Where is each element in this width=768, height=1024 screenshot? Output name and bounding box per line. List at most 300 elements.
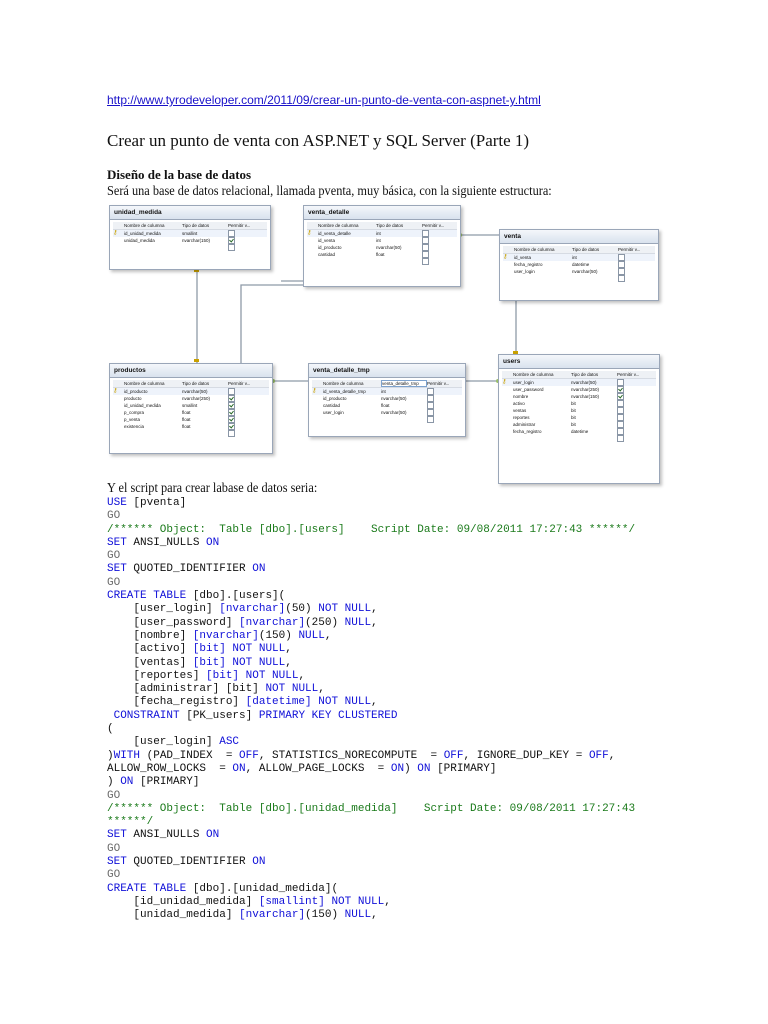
allow-nulls-checkbox[interactable] <box>228 416 235 423</box>
code-line <box>107 617 378 629</box>
column-name: id_producto <box>124 389 148 394</box>
table-row[interactable] <box>502 407 656 414</box>
table-rows <box>503 254 655 282</box>
column-name: id_venta_detalle <box>318 231 351 236</box>
code-text: , <box>608 749 616 762</box>
code-text: [administrar] [bit] <box>107 683 266 696</box>
code-line <box>107 736 239 748</box>
header-null: Permitir v... <box>228 381 251 386</box>
column-name: fecha_registro <box>513 429 542 434</box>
table-rows <box>307 230 457 265</box>
allow-nulls-cell <box>422 244 446 251</box>
allow-nulls-checkbox[interactable] <box>618 254 625 261</box>
table-row[interactable] <box>502 379 656 386</box>
row-marker <box>312 402 323 409</box>
empty-row[interactable] <box>502 435 656 442</box>
header-null: Permitir v... <box>618 247 641 252</box>
table-row[interactable] <box>307 230 457 237</box>
code-text: [user_login] <box>107 736 220 749</box>
primary-key-icon: ⚷ <box>113 230 118 236</box>
row-marker <box>307 244 318 251</box>
code-text: QUOTED_IDENTIFIER <box>133 563 253 576</box>
code-text: ) <box>107 776 121 789</box>
table-row[interactable] <box>503 254 655 261</box>
column-name: id_unidad_medida <box>124 403 161 408</box>
allow-nulls-checkbox[interactable] <box>228 395 235 402</box>
code-line <box>107 537 219 549</box>
column-header-row <box>503 246 655 254</box>
allow-nulls-cell <box>617 400 641 407</box>
allow-nulls-checkbox[interactable] <box>422 230 429 237</box>
column-name: user_login <box>514 269 535 274</box>
table-venta-detalle-tmp[interactable] <box>308 363 466 437</box>
column-type: nvarchar(150) <box>182 238 211 243</box>
allow-nulls-checkbox[interactable] <box>228 230 235 237</box>
code-keyword: ON <box>120 776 141 789</box>
row-marker <box>113 237 124 244</box>
code-keyword: CREATE TABLE <box>107 882 193 895</box>
table-row[interactable] <box>502 386 656 393</box>
header-name: Nombre de columna <box>514 247 555 252</box>
allow-nulls-checkbox[interactable] <box>617 386 624 393</box>
column-name: p_compra <box>124 410 145 415</box>
code-text: , <box>285 656 292 669</box>
allow-nulls-checkbox[interactable] <box>228 244 235 251</box>
code-keyword: CREATE TABLE <box>107 590 193 603</box>
table-row[interactable] <box>502 428 656 435</box>
table-venta-detalle[interactable] <box>303 205 461 287</box>
column-name: reportes <box>513 415 530 420</box>
source-link[interactable]: http://www.tyrodeveloper.com/2011/09/crear-un-punto-de-venta-con-aspnet-y.html <box>107 93 541 107</box>
allow-nulls-cell <box>427 402 451 409</box>
code-keyword: USE <box>107 497 134 509</box>
column-name: user_login <box>513 380 534 385</box>
code-text: , IGNORE_DUP_KEY = <box>463 749 589 762</box>
column-type: datetime <box>572 262 590 267</box>
allow-nulls-checkbox[interactable] <box>427 388 434 395</box>
code-comment: /****** Object: Table [dbo].[users] Script Date: 09/08/2011 17:27:43 ******/ <box>107 523 636 536</box>
column-name: producto <box>124 396 142 401</box>
code-keyword: ON <box>252 563 266 576</box>
column-name: nombre <box>513 394 529 399</box>
header-name: Nombre de columna <box>323 381 364 386</box>
column-type: smallint <box>182 403 198 408</box>
allow-nulls-cell <box>617 428 641 435</box>
code-keyword: [datetime] NOT NULL <box>245 696 372 709</box>
table-row[interactable] <box>312 395 462 402</box>
column-type: nvarchar(50) <box>182 389 208 394</box>
allow-nulls-cell <box>617 421 641 428</box>
table-row[interactable] <box>312 409 462 416</box>
column-type: float <box>376 252 385 257</box>
table-productos[interactable] <box>109 363 273 454</box>
code-text: [unidad_medida] <box>107 909 240 922</box>
table-title: venta <box>500 230 658 244</box>
allow-nulls-cell <box>617 407 641 414</box>
code-keyword: NULL <box>344 616 372 629</box>
column-type: int <box>572 255 577 260</box>
code-text: [fecha_registro] <box>107 696 246 709</box>
code-text: [dbo].[unidad_medida]( <box>192 882 339 895</box>
code-text: ALLOW_ROW_LOCKS = <box>107 762 233 775</box>
row-marker <box>113 423 124 430</box>
column-type: int <box>381 389 386 394</box>
code-text: (150) <box>305 909 345 922</box>
header-type: Tipo de datos <box>182 381 210 386</box>
code-keyword: PRIMARY KEY CLUSTERED <box>258 709 398 722</box>
table-row[interactable] <box>113 402 269 409</box>
code-line <box>107 643 292 655</box>
code-line <box>107 909 378 921</box>
table-row[interactable] <box>502 414 656 421</box>
code-line <box>107 750 615 762</box>
code-line <box>107 883 338 895</box>
row-marker <box>113 409 124 416</box>
code-text: ANSI_NULLS <box>133 536 207 549</box>
allow-nulls-checkbox[interactable] <box>228 430 235 437</box>
script-intro: Y el script para crear labase de datos seria: <box>107 481 318 496</box>
primary-key-icon: ⚷ <box>307 230 312 236</box>
allow-nulls-cell <box>617 414 641 421</box>
row-marker <box>502 386 513 393</box>
code-keyword: [nvarchar] <box>239 616 306 629</box>
table-row[interactable] <box>312 402 462 409</box>
primary-key-icon: ⚷ <box>312 388 317 394</box>
database-diagram <box>105 201 661 484</box>
code-text: [reportes] <box>107 669 207 682</box>
code-text: , <box>318 683 325 696</box>
table-row[interactable] <box>312 388 462 395</box>
column-type: nvarchar(150) <box>571 394 600 399</box>
code-line <box>107 657 292 669</box>
code-keyword: [smallint] NOT NULL <box>258 895 385 908</box>
table-row[interactable] <box>307 237 457 244</box>
header-name: Nombre de columna <box>124 381 165 386</box>
table-rows <box>502 379 656 442</box>
code-text: ANSI_NULLS <box>133 829 207 842</box>
table-title: productos <box>110 364 272 378</box>
table-row[interactable] <box>502 400 656 407</box>
code-keyword: OFF <box>239 749 259 762</box>
code-keyword: SET <box>107 563 134 576</box>
table-rows <box>113 230 267 251</box>
allow-nulls-checkbox[interactable] <box>617 414 624 421</box>
code-line <box>107 670 305 682</box>
row-marker <box>307 237 318 244</box>
code-text: [user_login] <box>107 603 220 616</box>
allow-nulls-cell <box>427 388 451 395</box>
code-line <box>107 869 120 881</box>
code-line <box>107 590 285 602</box>
sql-script <box>107 497 635 923</box>
table-title: unidad_medida <box>110 206 270 220</box>
allow-nulls-checkbox[interactable] <box>228 409 235 416</box>
code-text: , ALLOW_PAGE_LOCKS = <box>245 762 391 775</box>
column-type: float <box>182 417 191 422</box>
code-text: GO <box>107 789 121 802</box>
code-keyword: NULL <box>298 629 325 642</box>
column-type: int <box>376 231 381 236</box>
code-text: ) <box>107 749 114 762</box>
header-null: Permitir v... <box>422 223 445 228</box>
allow-nulls-cell <box>228 388 252 395</box>
intro-paragraph: Será una base de datos relacional, llamada pventa, muy básica, con la siguiente estructura: <box>107 184 552 199</box>
code-keyword: ON <box>390 762 405 775</box>
row-marker <box>502 428 513 435</box>
allow-nulls-cell <box>618 254 642 261</box>
code-keyword: ON <box>252 856 266 869</box>
code-text: (PAD_INDEX = <box>146 749 240 762</box>
code-keyword: NOT NULL <box>318 603 372 616</box>
allow-nulls-checkbox[interactable] <box>228 237 235 244</box>
table-row[interactable] <box>502 421 656 428</box>
table-row[interactable] <box>502 393 656 400</box>
code-text: [PRIMARY] <box>140 776 200 789</box>
primary-key-icon: ⚷ <box>113 388 118 394</box>
table-row[interactable] <box>113 237 267 244</box>
column-header-row <box>113 222 267 230</box>
code-text: [dbo].[users]( <box>192 590 286 603</box>
row-marker <box>113 395 124 402</box>
row-marker <box>113 416 124 423</box>
allow-nulls-cell <box>228 423 252 430</box>
code-keyword: OFF <box>588 749 609 762</box>
column-header-row <box>307 222 457 230</box>
allow-nulls-cell <box>422 251 446 258</box>
code-text: [ventas] <box>107 656 193 669</box>
allow-nulls-checkbox[interactable] <box>618 275 625 282</box>
column-type: bit <box>571 408 576 413</box>
row-marker <box>312 409 323 416</box>
table-row[interactable] <box>113 423 269 430</box>
code-text: GO <box>107 842 121 855</box>
code-text: , <box>371 909 378 922</box>
code-keyword: SET <box>107 829 134 842</box>
code-keyword: OFF <box>443 749 464 762</box>
code-keyword: ON <box>206 829 220 842</box>
row-marker <box>307 251 318 258</box>
code-text: (150) <box>258 629 299 642</box>
allow-nulls-checkbox[interactable] <box>617 428 624 435</box>
code-keyword: ON <box>417 762 438 775</box>
table-row[interactable] <box>503 268 655 275</box>
code-keyword: [nvarchar] <box>219 603 286 616</box>
code-keyword: ON <box>232 762 246 775</box>
allow-nulls-checkbox[interactable] <box>228 388 235 395</box>
column-type: bit <box>571 415 576 420</box>
column-type: int <box>376 238 381 243</box>
allow-nulls-checkbox[interactable] <box>617 407 624 414</box>
row-marker <box>503 268 514 275</box>
column-name: cantidad <box>318 252 336 257</box>
code-comment: /****** Object: Table [dbo].[unidad_medida] Script Date: 09/08/2011 17:27:43 <box>107 802 636 815</box>
row-marker <box>503 261 514 268</box>
column-name: p_venta <box>124 417 141 422</box>
code-line <box>107 790 120 802</box>
column-name: id_producto <box>318 245 342 250</box>
column-name: administrar <box>513 422 536 427</box>
table-venta[interactable] <box>499 229 659 301</box>
code-text: , STATISTICS_NORECOMPUTE = <box>258 749 444 762</box>
allow-nulls-checkbox[interactable] <box>422 244 429 251</box>
table-row[interactable] <box>113 388 269 395</box>
column-name: id_venta_detalle_tmp <box>323 389 366 394</box>
header-null: Permitir v... <box>228 223 251 228</box>
allow-nulls-checkbox[interactable] <box>617 379 624 386</box>
allow-nulls-cell <box>228 402 252 409</box>
code-text: [PK_users] <box>186 709 259 722</box>
allow-nulls-checkbox[interactable] <box>228 402 235 409</box>
code-text: , <box>371 616 378 629</box>
table-rows <box>312 388 462 423</box>
code-keyword: SET <box>107 536 134 549</box>
column-name: unidad_medida <box>124 238 155 243</box>
allow-nulls-cell <box>617 386 641 393</box>
row-marker <box>502 400 513 407</box>
allow-nulls-checkbox[interactable] <box>617 393 624 400</box>
allow-nulls-checkbox[interactable] <box>427 416 434 423</box>
allow-nulls-checkbox[interactable] <box>427 395 434 402</box>
allow-nulls-cell <box>228 237 252 244</box>
row-marker <box>502 407 513 414</box>
code-text: [user_password] <box>107 616 240 629</box>
table-row[interactable] <box>113 416 269 423</box>
column-name: id_unidad_medida <box>124 231 161 236</box>
allow-nulls-checkbox[interactable] <box>618 261 625 268</box>
code-keyword: [nvarchar] <box>239 909 306 922</box>
empty-row[interactable] <box>113 244 267 251</box>
code-line <box>107 563 265 575</box>
column-type: datetime <box>571 429 589 434</box>
header-null: Permitir v... <box>617 372 640 377</box>
code-comment: ******/ <box>107 816 154 829</box>
code-text: [nombre] <box>107 629 193 642</box>
code-line <box>107 896 391 908</box>
allow-nulls-cell <box>228 230 252 237</box>
table-row[interactable] <box>307 244 457 251</box>
code-text: [id_unidad_medida] <box>107 895 259 908</box>
allow-nulls-cell <box>228 409 252 416</box>
allow-nulls-cell <box>618 261 642 268</box>
allow-nulls-checkbox[interactable] <box>617 435 624 442</box>
code-line <box>107 524 635 536</box>
allow-nulls-checkbox[interactable] <box>617 421 624 428</box>
column-type: nvarchar(250) <box>571 387 600 392</box>
row-marker <box>502 421 513 428</box>
code-line <box>107 577 120 589</box>
column-header-row <box>502 371 656 379</box>
code-text: (250) <box>305 616 345 629</box>
allow-nulls-checkbox[interactable] <box>422 258 429 265</box>
column-type: float <box>182 410 191 415</box>
code-keyword: [nvarchar] <box>192 629 259 642</box>
column-type: nvarchar(50) <box>376 245 402 250</box>
column-type: float <box>182 424 191 429</box>
code-line <box>107 763 497 775</box>
code-line <box>107 723 114 735</box>
code-keyword: NULL <box>344 909 372 922</box>
allow-nulls-checkbox[interactable] <box>422 251 429 258</box>
column-type: bit <box>571 401 576 406</box>
code-text: GO <box>107 550 121 563</box>
code-text: GO <box>107 510 121 523</box>
table-row[interactable] <box>503 261 655 268</box>
code-text: QUOTED_IDENTIFIER <box>133 856 253 869</box>
empty-row[interactable] <box>307 258 457 265</box>
column-header-row <box>312 380 462 388</box>
header-type: Tipo de datos <box>376 223 404 228</box>
code-text: [PRIMARY] <box>437 762 497 775</box>
code-line <box>107 630 331 642</box>
allow-nulls-checkbox[interactable] <box>228 423 235 430</box>
column-name: ventas <box>513 408 527 413</box>
header-type: Tipo de datos <box>571 372 599 377</box>
table-row[interactable] <box>113 230 267 237</box>
code-keyword: ON <box>206 536 220 549</box>
empty-row[interactable] <box>503 275 655 282</box>
allow-nulls-checkbox[interactable] <box>427 409 434 416</box>
table-name-edit-box[interactable]: venta_detalle_tmp <box>381 380 427 387</box>
table-users[interactable] <box>498 354 660 484</box>
code-keyword: NOT NULL <box>265 683 319 696</box>
allow-nulls-cell <box>427 409 451 416</box>
code-keyword: [bit] NOT NULL <box>192 643 286 656</box>
column-type: bit <box>571 422 576 427</box>
code-line <box>107 683 325 695</box>
code-text: (50) <box>285 603 319 616</box>
allow-nulls-cell <box>617 379 641 386</box>
code-keyword: ASC <box>219 736 240 749</box>
table-title: venta_detalle_tmp <box>309 364 465 378</box>
table-row[interactable] <box>113 395 269 402</box>
empty-row[interactable] <box>312 416 462 423</box>
code-text: , <box>298 669 306 682</box>
column-name: id_venta <box>318 238 336 243</box>
primary-key-icon: ⚷ <box>502 379 507 385</box>
allow-nulls-checkbox[interactable] <box>618 268 625 275</box>
code-text: ) <box>404 762 418 775</box>
column-name: user_login <box>323 410 344 415</box>
allow-nulls-cell <box>427 395 451 402</box>
empty-row[interactable] <box>113 430 269 437</box>
column-name: cantidad <box>323 403 341 408</box>
code-text: , <box>324 629 332 642</box>
table-unidad-medida[interactable] <box>109 205 271 270</box>
code-line <box>107 829 219 841</box>
column-type: nvarchar(250) <box>182 396 211 401</box>
header-name: Nombre de columna <box>124 223 165 228</box>
header-name: Nombre de columna <box>318 223 359 228</box>
column-name: id_venta <box>514 255 532 260</box>
code-line <box>107 843 120 855</box>
column-type: float <box>381 403 390 408</box>
code-keyword: SET <box>107 856 134 869</box>
code-text: , <box>371 603 378 616</box>
row-marker <box>502 393 513 400</box>
row-marker <box>113 402 124 409</box>
column-name: activo <box>513 401 525 406</box>
header-type: Tipo de datos <box>182 223 210 228</box>
allow-nulls-checkbox[interactable] <box>617 400 624 407</box>
allow-nulls-checkbox[interactable] <box>427 402 434 409</box>
code-keyword: CONSTRAINT <box>107 709 187 722</box>
allow-nulls-cell <box>422 237 446 244</box>
column-name: id_producto <box>323 396 347 401</box>
allow-nulls-checkbox[interactable] <box>422 237 429 244</box>
table-row[interactable] <box>113 409 269 416</box>
code-line <box>107 510 120 522</box>
table-row[interactable] <box>307 251 457 258</box>
